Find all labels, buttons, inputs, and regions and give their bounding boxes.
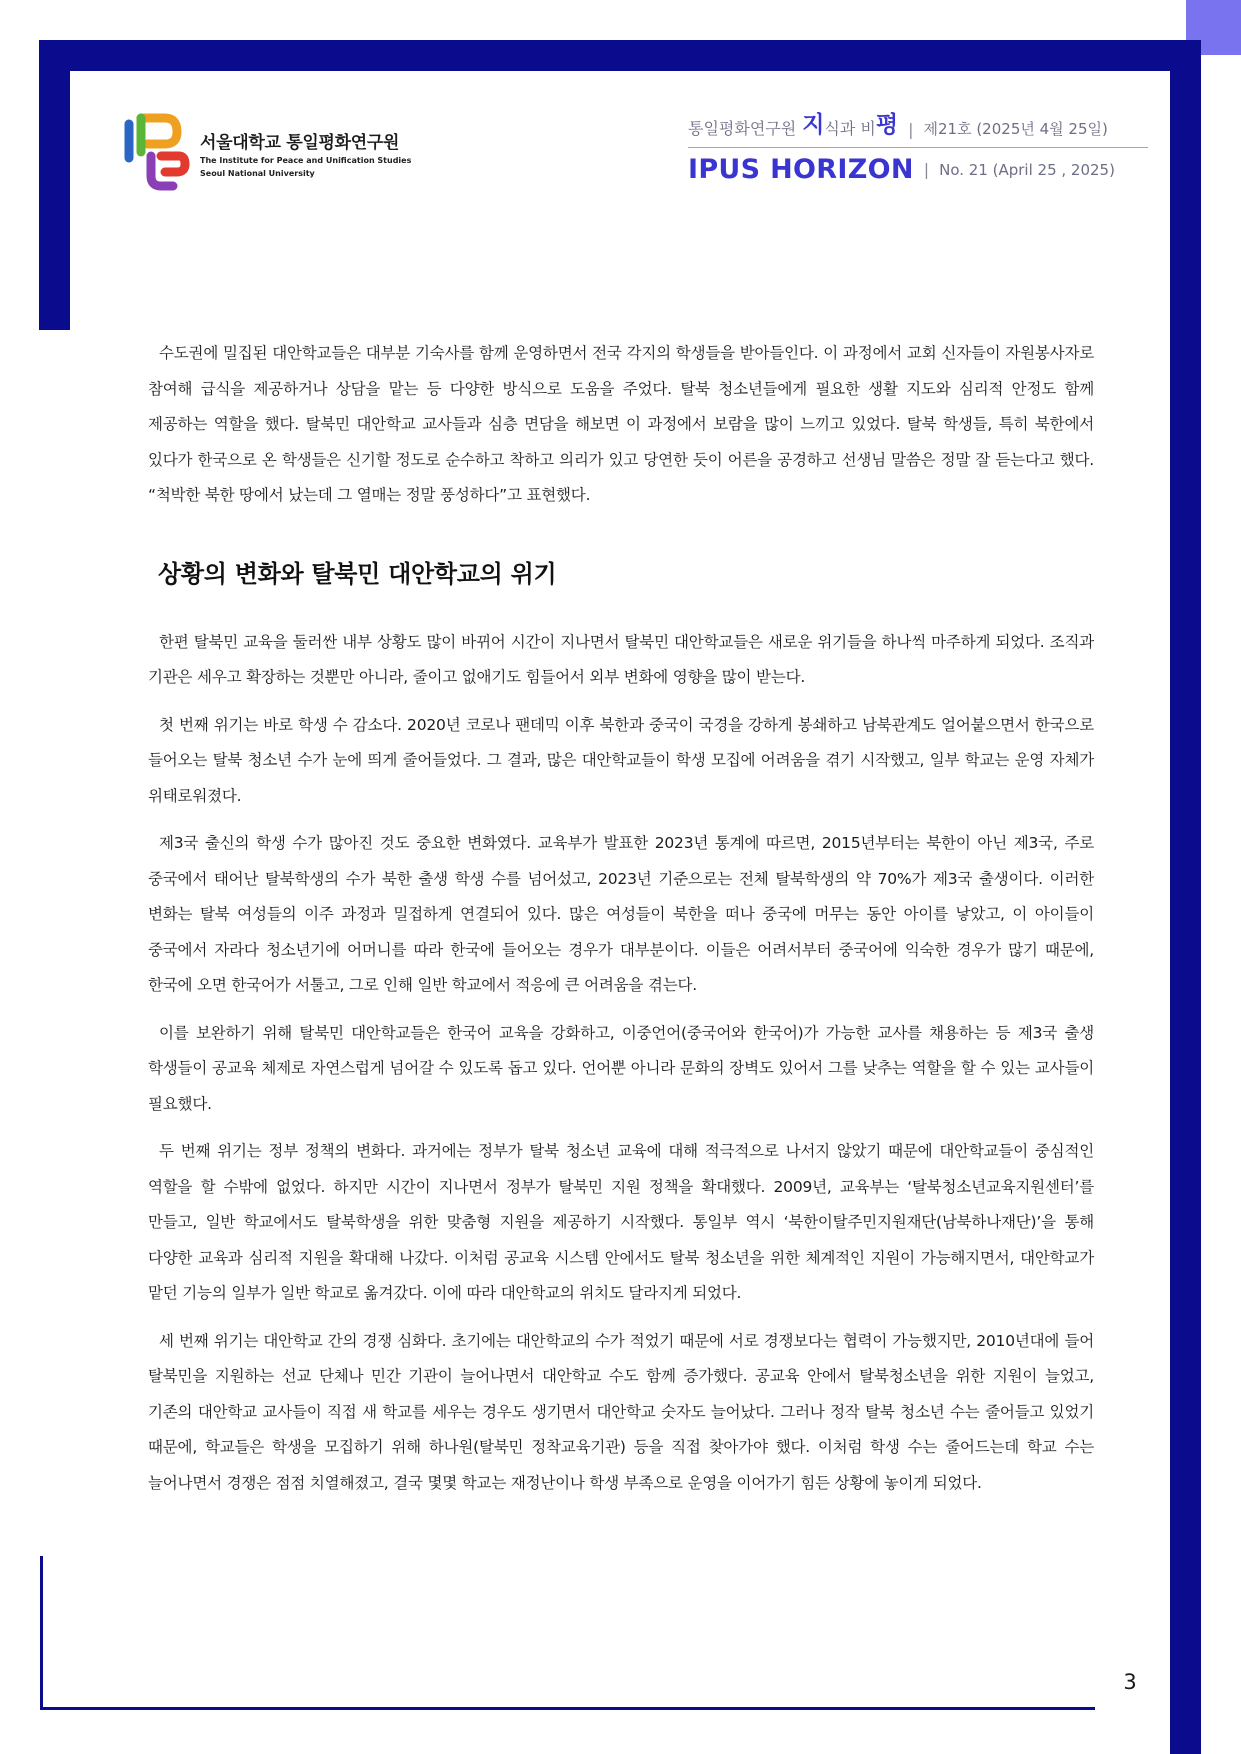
body-paragraph: 세 번째 위기는 대안학교 간의 경쟁 심화다. 초기에는 대안학교의 수가 적었기 때문에 서로 경쟁보다는 협력이 가능했지만, 2010년대에 들어 탈북민을 지원하는 선교 단체나 민간 기관이 늘어나면서 대안학교 수도 함께 증가했다. 공교육 안에서 탈북청소년을 위한 지원이 늘었고, 기존의 대안학교 교사들이 직접 새 학교를 세우는 경우도 생기면서 대안학교 숫자도 늘어났다. 그러나 정작 탈북 청소년 수는 줄어들고 있었기 때문에, 학교들은 학생을 모집하기 위해 하나원(탈북민 정착교육기관) 등을 직접 찾아가야 했다. 이처럼 학생 수는 줄어드는데 학교 수는 늘어나면서 경쟁은 점점 치열해졌고, 결국 몇몇 학교는 재정난이나 학생 부족으로 운영을 이어가기 힘든 상황에 놓이게 되었다. xyxy=(148,1331,1094,1492)
university-name-en: Seoul National University xyxy=(200,169,315,178)
separator: | xyxy=(923,160,930,179)
body-paragraph: 이를 보완하기 위해 탈북민 대안학교들은 한국어 교육을 강화하고, 이중언어(중국어와 한국어)가 가능한 교사를 채용하는 등 제3국 출생 학생들이 공교육 체제로 자연스럽게 넘어갈 수 있도록 돕고 있다. 언어뿐 아니라 문화의 장벽도 있어서 그를 낮추는 역할을 할 수 있는 교사들이 필요했다. xyxy=(148,1023,1094,1113)
institute-logo xyxy=(121,112,451,192)
intro-paragraph: 수도권에 밀집된 대안학교들은 대부분 기숙사를 함께 운영하면서 전국 각지의 학생들을 받아들인다. 이 과정에서 교회 신자들이 자원봉사자로 참여해 급식을 제공하거나 상담을 맡는 등 다양한 방식으로 도움을 주었다. 탈북 청소년들에게 필요한 생활 지도와 심리적 안정도 함께 제공하는 역할을 했다. 탈북민 대안학교 교사들과 심층 면담을 해보면 이 과정에서 보람을 많이 느끼고 있었다. 탈북 학생들, 특히 북한에서 있다가 한국으로 온 학생들은 신기할 정도로 순수하고 착하고 의리가 있고 당연한 듯이 어른을 공경하고 선생님 말씀은 정말 잘 듣는다고 했다. “척박한 북한 땅에서 났는데 그 열매는 정말 풍성하다”고 표현했다. xyxy=(148,344,1094,504)
brand-title: IPUS HORIZON xyxy=(688,154,914,185)
institute-name-ko: 서울대학교 통일평화연구원 xyxy=(200,133,400,153)
series-title-line xyxy=(688,101,1148,139)
body-paragraph: 한편 탈북민 교육을 둘러싼 내부 상황도 많이 바뀌어 시간이 지나면서 탈북민 대안학교들은 새로운 위기들을 하나씩 마주하게 되었다. 조직과 기관은 세우고 확장하는 것뿐만 아니라, 줄이고 없애기도 힘들어서 외부 변화에 영향을 많이 받는다. xyxy=(148,632,1094,686)
footer-rule xyxy=(40,1707,1095,1710)
frame-top-bar xyxy=(39,40,1201,71)
brand-line xyxy=(688,154,1148,185)
page-number: 3 xyxy=(1123,1670,1137,1694)
issue-info-en: No. 21 (April 25 , 2025) xyxy=(939,160,1115,179)
series-prefix: 통일평화연구원 xyxy=(688,119,797,138)
section-heading: 상황의 변화와 탈북민 대안학교의 위기 xyxy=(158,559,557,588)
publication-header xyxy=(688,101,1148,185)
separator: | xyxy=(908,120,914,139)
footer-left-rule xyxy=(40,1556,43,1710)
article-content xyxy=(148,336,1094,1513)
body-paragraph: 두 번째 위기는 정부 정책의 변화다. 과거에는 정부가 탈북 청소년 교육에 대해 적극적으로 나서지 않았기 때문에 대안학교들이 중심적인 역할을 할 수밖에 없었다. 하지만 시간이 지나면서 정부가 탈북민 지원 정책을 확대했다. 2009년, 교육부는 ‘탈북청소년교육지원센터’를 만들고, 일반 학교에서도 탈북학생을 위한 맞춤형 지원을 제공하기 시작했다. 통일부 역시 ‘북한이탈주민지원재단(남북하나재단)’을 통해 다양한 교육과 심리적 지원을 확대해 나갔다. 이처럼 공교육 시스템 안에서도 탈북 청소년을 위한 체계적인 지원이 가능해지면서, 대안학교가 맡던 기능의 일부가 일반 학교로 옮겨갔다. 이에 따라 대안학교의 위치도 달라지게 되었다. xyxy=(148,1142,1094,1302)
series-highlight-1: 지 xyxy=(802,112,825,138)
header-divider xyxy=(688,147,1148,148)
body-paragraph: 제3국 출신의 학생 수가 많아진 것도 중요한 변화였다. 교육부가 발표한 2023년 통계에 따르면, 2015년부터는 북한이 아닌 제3국, 주로 중국에서 태어난 탈북학생의 수가 북한 출생 학생 수를 넘어섰고, 2023년 기준으로는 전체 탈북학생의 약 70%가 제3국 출생이다. 이러한 변화는 탈북 여성들의 이주 과정과 밀접하게 연결되어 있다. 많은 여성들이 북한을 떠나 중국에 머무는 동안 아이를 낳았고, 이 아이들이 중국에서 자라다 청소년기에 어머니를 따라 한국에 들어오는 경우가 대부분이다. 이들은 어려서부터 중국어에 익숙한 경우가 많기 때문에, 한국에 오면 한국어가 서툴고, 그로 인해 일반 학교에서 적응에 큰 어려움을 겪는다. xyxy=(148,834,1094,994)
frame-right-bar xyxy=(1170,40,1201,1754)
series-text-middle: 식과 비 xyxy=(824,119,876,138)
logo-text-block xyxy=(200,128,411,179)
issue-info-ko: 제21호 (2025년 4월 25일) xyxy=(923,120,1108,138)
frame-left-bar xyxy=(39,40,70,330)
body-paragraph: 첫 번째 위기는 바로 학생 수 감소다. 2020년 코로나 팬데믹 이후 북한과 중국이 국경을 강하게 봉쇄하고 남북관계도 얼어붙으면서 한국으로 들어오는 탈북 청소년 수가 눈에 띄게 줄어들었다. 그 결과, 많은 대안학교들이 학생 모집에 어려움을 겪기 시작했고, 일부 학교는 운영 자체가 위태로워졌다. xyxy=(148,715,1094,805)
series-highlight-2: 평 xyxy=(875,112,899,138)
institute-name-en: The Institute for Peace and Unification Studies xyxy=(200,156,412,165)
institute-logo-icon xyxy=(121,112,191,192)
